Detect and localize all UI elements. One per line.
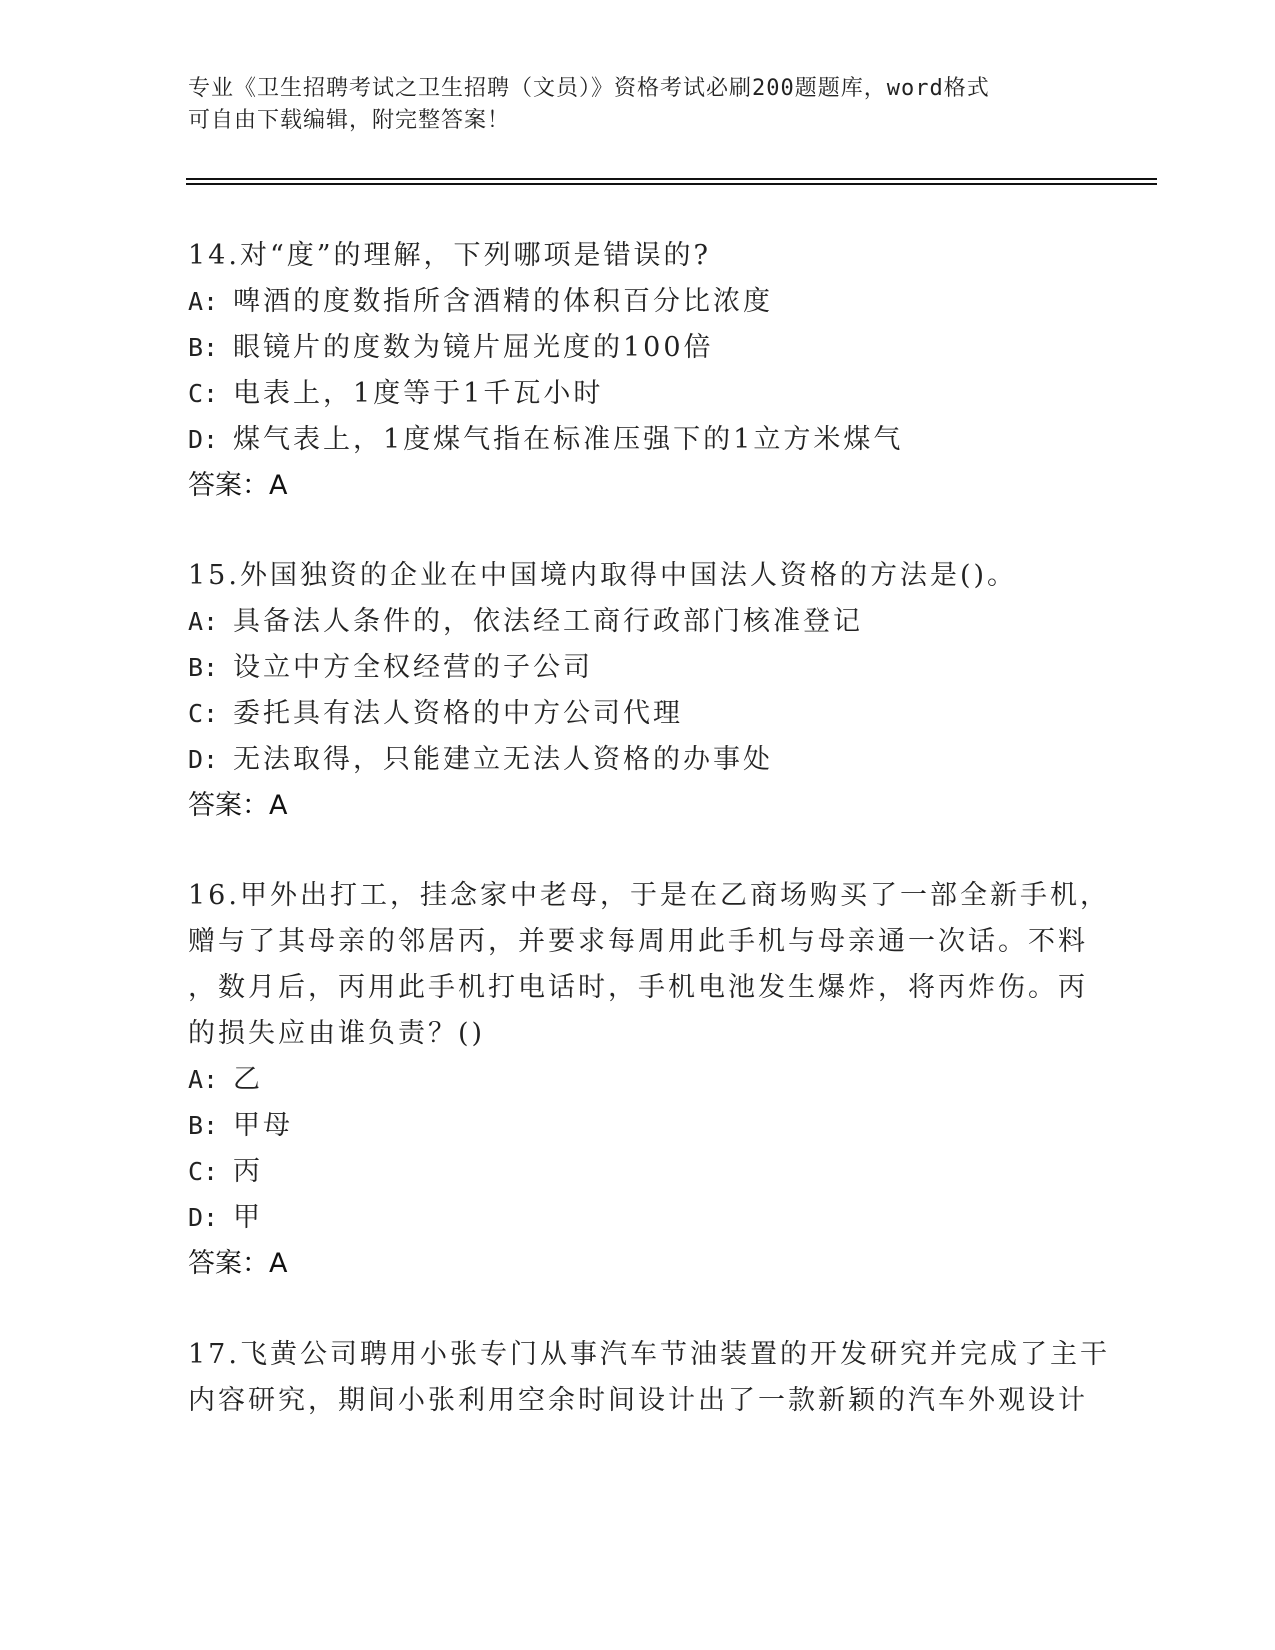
option-c: [188, 691, 1088, 737]
answer-label: 答案：A: [188, 790, 288, 821]
option-letter: B:: [188, 653, 219, 682]
option-letter: A:: [188, 287, 219, 316]
header-line-2: 可自由下载编辑，附完整答案！: [188, 108, 511, 133]
header-divider-bottom: [186, 183, 1157, 185]
header-divider-top: [186, 178, 1157, 180]
question-text-line-1: 16.甲外出打工，挂念家中老母，于是在乙商场购买了一部全新手机，: [188, 880, 1110, 911]
answer-label: 答案：A: [188, 470, 288, 501]
option-text: 甲: [233, 1202, 263, 1233]
option-letter: C:: [188, 1157, 219, 1186]
option-text: 啤酒的度数指所含酒精的体积百分比浓度: [233, 286, 773, 317]
question-text: 15.外国独资的企业在中国境内取得中国法人资格的方法是()。: [188, 560, 1018, 591]
option-a: [188, 599, 1088, 645]
option-letter: A:: [188, 1065, 219, 1094]
option-letter: D:: [188, 425, 219, 454]
question-text-line-4: 的损失应由谁负责？(): [188, 1018, 486, 1049]
option-b: [188, 325, 1088, 371]
question-14: [188, 233, 1088, 509]
option-d: [188, 417, 1088, 463]
option-text: 无法取得，只能建立无法人资格的办事处: [233, 744, 773, 775]
option-letter: D:: [188, 745, 219, 774]
question-text-line-3: ，数月后，丙用此手机打电话时，手机电池发生爆炸，将丙炸伤。丙: [188, 972, 1088, 1003]
option-a: [188, 279, 1088, 325]
answer-label: 答案：A: [188, 1248, 288, 1279]
option-text: 委托具有法人资格的中方公司代理: [233, 698, 683, 729]
option-b: [188, 645, 1088, 691]
question-16: [188, 873, 1110, 1287]
option-text: 丙: [233, 1156, 263, 1187]
question-15: [188, 553, 1088, 829]
question-text-line-2: 赠与了其母亲的邻居丙，并要求每周用此手机与母亲通一次话。不料: [188, 926, 1088, 957]
option-a: [188, 1057, 1088, 1103]
option-d: [188, 1195, 1088, 1241]
option-text: 甲母: [233, 1110, 293, 1141]
header-line-1: 专业《卫生招聘考试之卫生招聘（文员）》资格考试必刷200题题库，word格式: [188, 76, 990, 101]
option-text: 乙: [233, 1064, 263, 1095]
option-text: 眼镜片的度数为镜片屈光度的100倍: [233, 332, 714, 363]
option-b: [188, 1103, 1088, 1149]
document-header: [188, 73, 1088, 137]
option-letter: B:: [188, 333, 219, 362]
option-letter: D:: [188, 1203, 219, 1232]
option-letter: B:: [188, 1111, 219, 1140]
option-letter: C:: [188, 379, 219, 408]
option-text: 具备法人条件的，依法经工商行政部门核准登记: [233, 606, 863, 637]
question-17: [188, 1332, 1110, 1424]
option-text: 煤气表上，1度煤气指在标准压强下的1立方米煤气: [233, 424, 904, 455]
option-c: [188, 371, 1088, 417]
question-text-line-1: 17.飞黄公司聘用小张专门从事汽车节油装置的开发研究并完成了主干: [188, 1339, 1110, 1370]
option-letter: C:: [188, 699, 219, 728]
question-text-line-2: 内容研究，期间小张利用空余时间设计出了一款新颖的汽车外观设计: [188, 1385, 1088, 1416]
option-text: 设立中方全权经营的子公司: [233, 652, 593, 683]
option-c: [188, 1149, 1088, 1195]
option-d: [188, 737, 1088, 783]
question-text: 14.对“度”的理解，下列哪项是错误的?: [188, 240, 712, 271]
option-text: 电表上，1度等于1千瓦小时: [233, 378, 604, 409]
option-letter: A:: [188, 607, 219, 636]
